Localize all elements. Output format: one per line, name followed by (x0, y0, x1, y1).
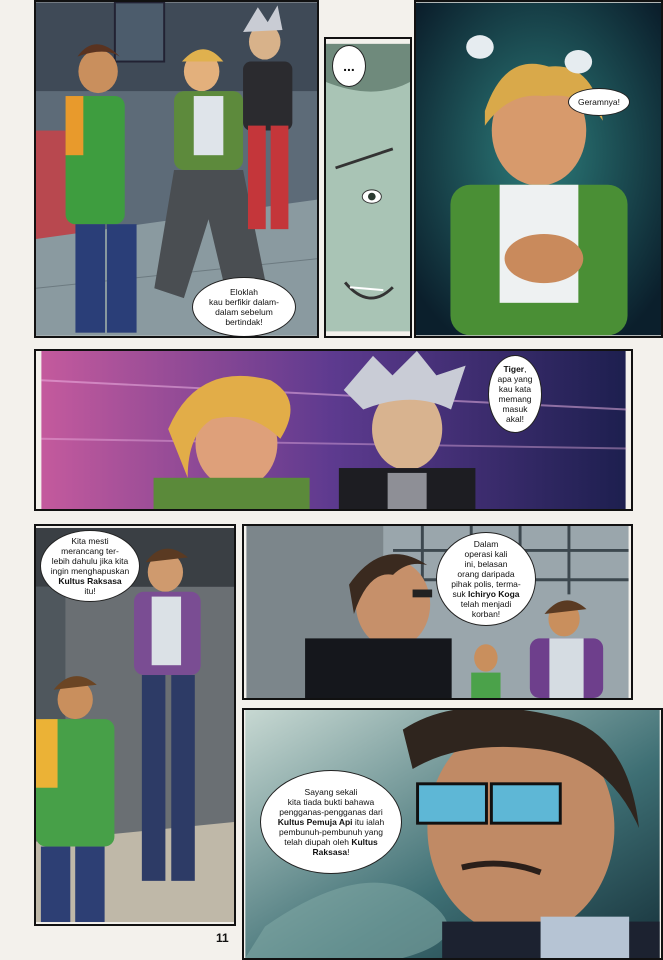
p6-line-7: telah menjadi (460, 599, 512, 609)
p1-line-1: Eloklah (230, 287, 258, 297)
p4-comma: , (524, 364, 527, 374)
p4-line-5: masuk (502, 404, 528, 414)
p7-line-8: ! (347, 847, 350, 857)
panel-2-art (326, 39, 410, 336)
p2-ellipsis: ... (343, 58, 355, 74)
p7-bold-2b: Raksasa (312, 847, 348, 857)
p5-line-2: merancang ter- (61, 546, 119, 556)
p6-line-8: korban! (471, 609, 501, 619)
page-number: 11 (216, 931, 229, 945)
panel-3-art (416, 2, 661, 336)
speech-bubble-p7 (260, 770, 402, 874)
p1-line-2: kau berfikir dalam- (209, 297, 279, 307)
p1-line-3: dalam sebelum (215, 307, 273, 317)
speech-bubble-p5 (40, 530, 140, 602)
p5-line-4: ingin menghapuskan (50, 566, 130, 576)
p1-line-4: bertindak! (225, 317, 263, 327)
p6-bold: Ichiryo Koga (468, 589, 520, 599)
speech-bubble-p2 (332, 45, 366, 87)
p5-line-1: Kita mesti (71, 536, 109, 546)
p5-bold: Kultus Raksasa (58, 576, 122, 586)
p7-line-4b: itu ialah (352, 817, 385, 827)
p7-line-5: pembunuh-pembunuh yang (279, 827, 383, 837)
panel-7 (242, 708, 663, 960)
p6-line-5: pihak polis, terma- (451, 579, 521, 589)
panel-1 (34, 0, 319, 338)
p6-line-1: Dalam (473, 539, 499, 549)
p7-line-6: telah diupah oleh (284, 837, 352, 847)
p6-line-6a: suk (452, 589, 469, 599)
panel-3 (414, 0, 663, 338)
p4-line-6: akal! (506, 414, 524, 424)
speech-bubble-p4 (488, 355, 542, 433)
p5-line-6: itu! (84, 586, 96, 596)
panel-4-art (36, 351, 631, 509)
p7-bold-1: Kultus Pemuja Api (277, 817, 353, 827)
p5-line-3: lebih dahulu jika kita (51, 556, 129, 566)
speech-bubble-p1 (192, 277, 296, 337)
speech-bubble-p6 (436, 532, 536, 626)
panel-6-art (244, 526, 631, 698)
p7-line-3: pengganas-pengganas dari (279, 807, 383, 817)
p3-text: Geramnya! (577, 97, 621, 107)
panel-5 (34, 524, 236, 926)
p4-line-4: memang (498, 394, 532, 404)
p7-line-2: kita tiada bukti bahawa (287, 797, 375, 807)
speech-bubble-p3 (568, 88, 630, 116)
p6-line-2: operasi kali (464, 549, 508, 559)
p6-line-3: ini, belasan (464, 559, 508, 569)
panel-2 (324, 37, 412, 338)
panel-4 (34, 349, 633, 511)
p4-name: Tiger (503, 364, 525, 374)
panel-6 (242, 524, 633, 700)
p4-line-2: apa yang (497, 374, 533, 384)
p7-line-1: Sayang sekali (304, 787, 358, 797)
p7-bold-2a: Kultus (351, 837, 378, 847)
p6-line-4: orang daripada (457, 569, 515, 579)
p4-line-3: kau kata (498, 384, 532, 394)
